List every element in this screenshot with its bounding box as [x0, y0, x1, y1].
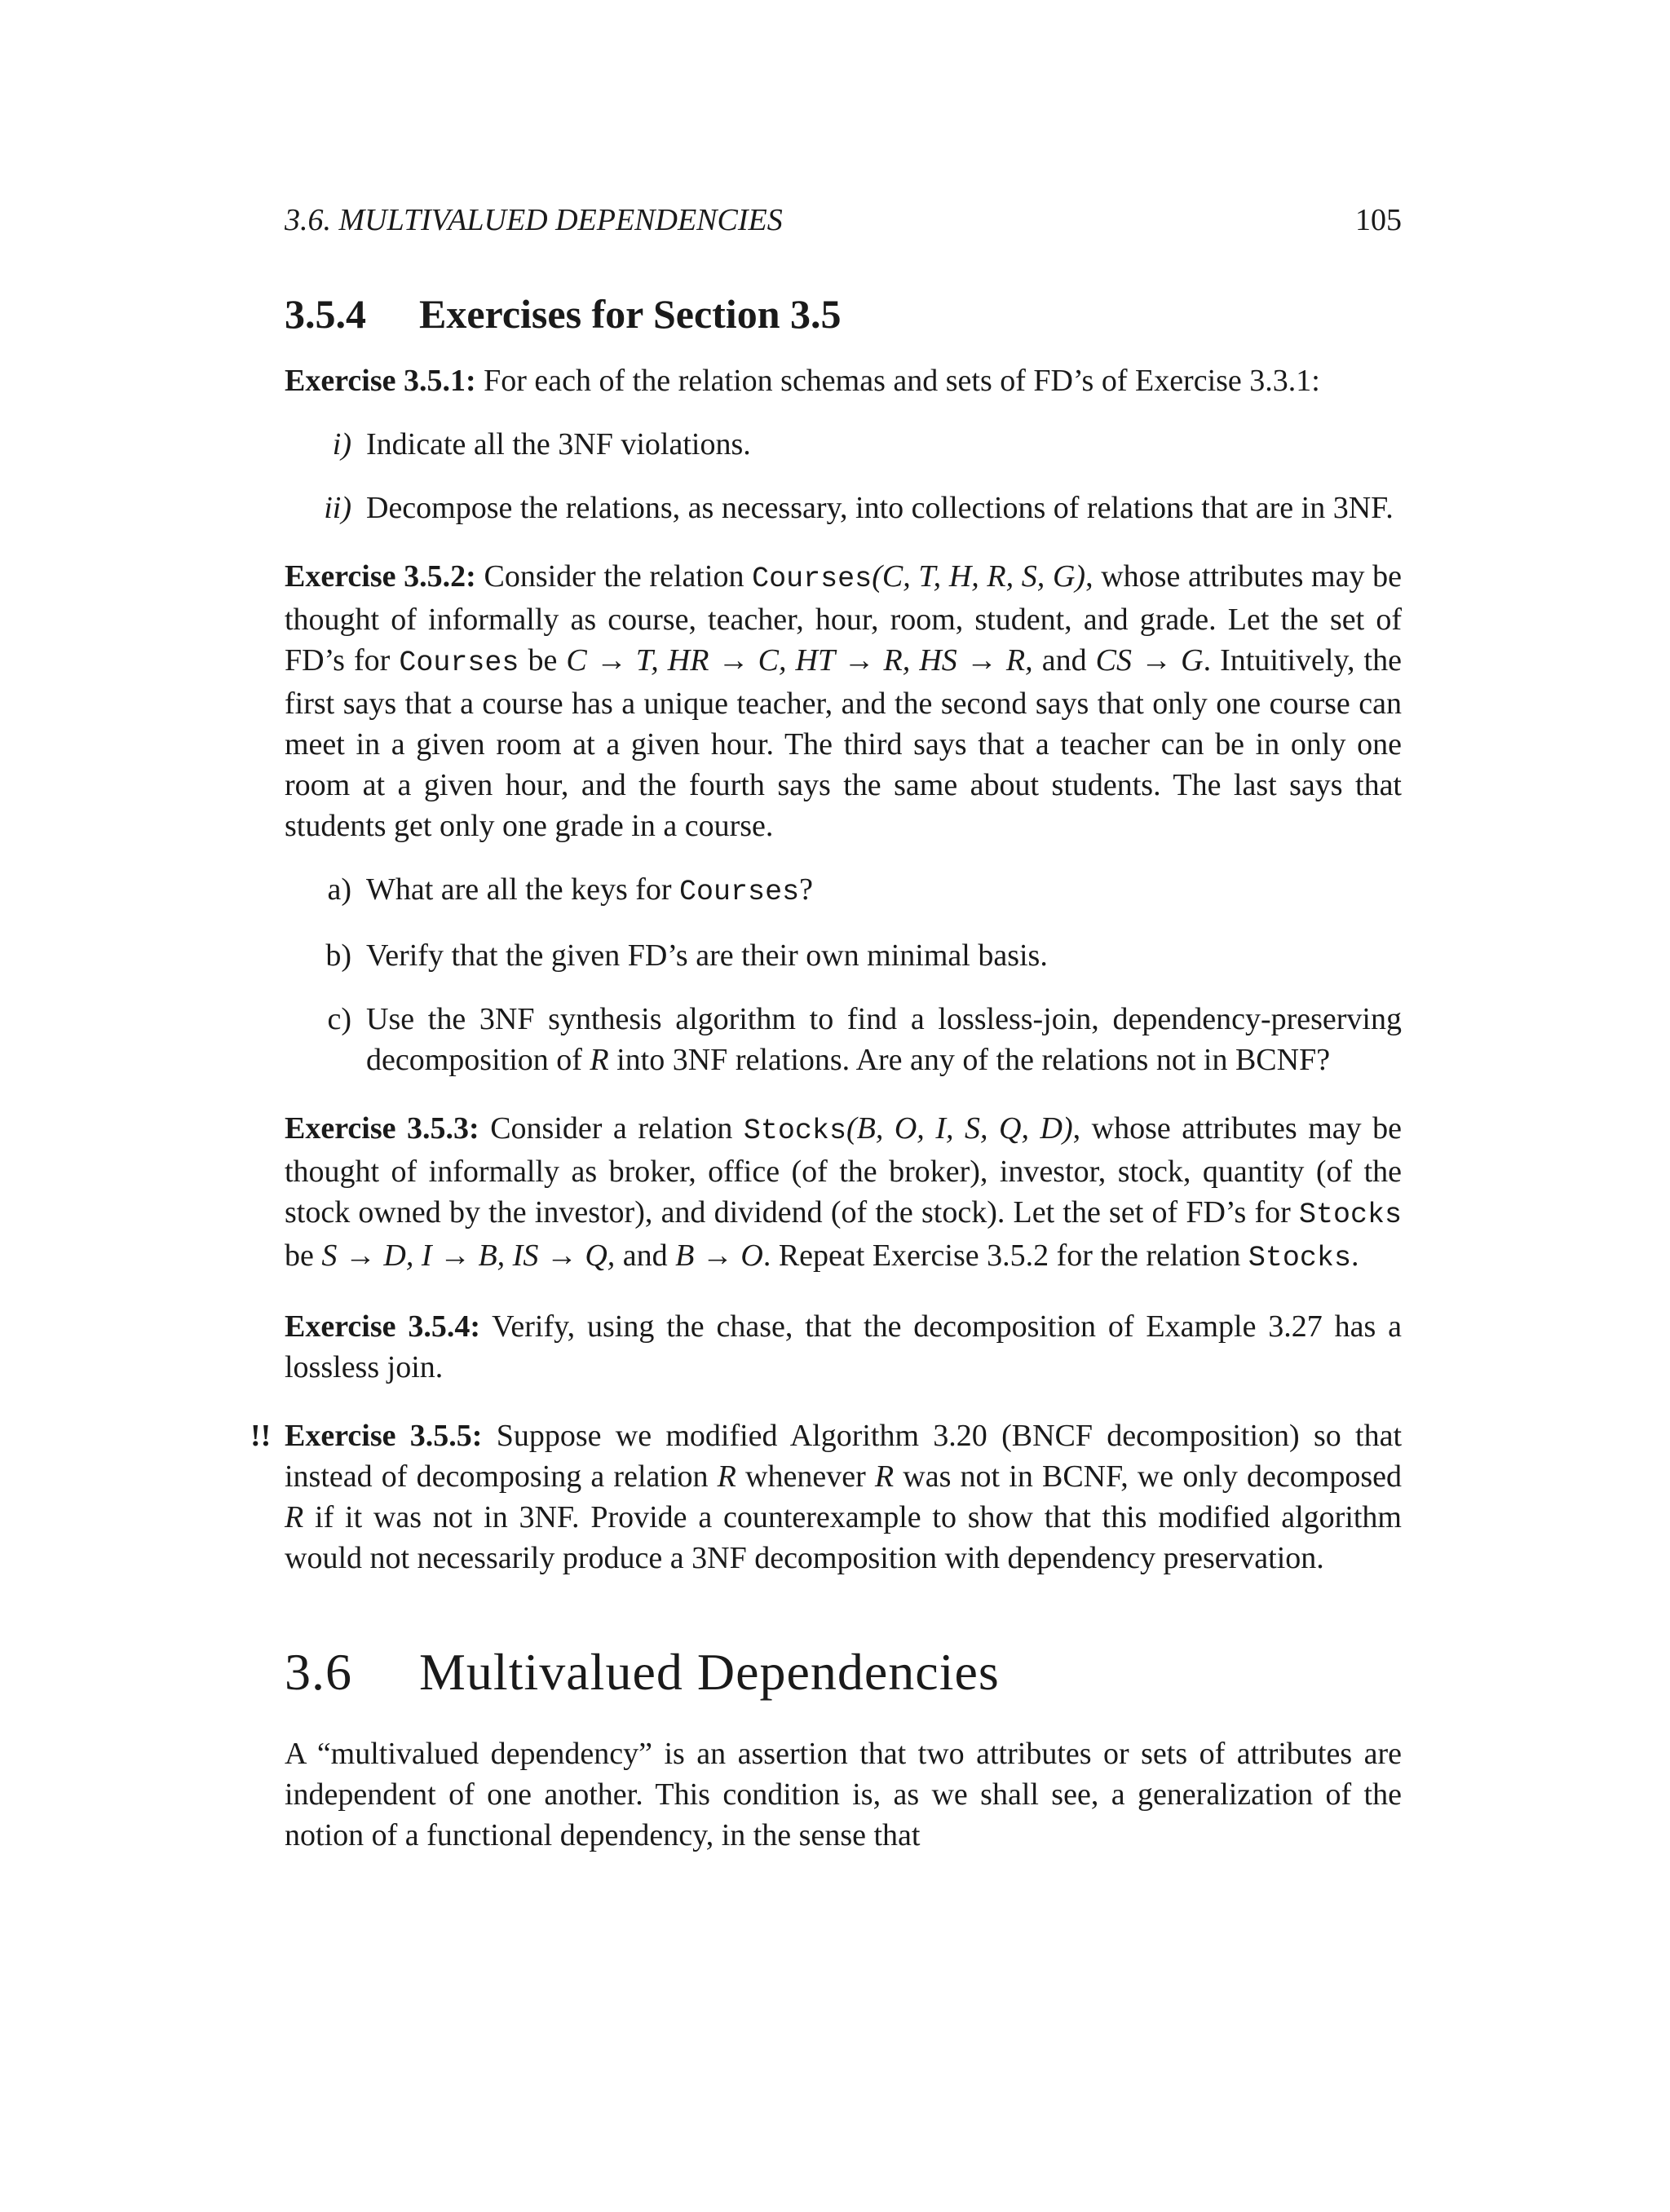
exercise-3-5-2: [285, 556, 1402, 1080]
subsection-number: 3.5.4: [285, 291, 366, 337]
exercise-text: Exercise 3.5.1: For each of the relation schemas and sets of FD’s of Exercise 3.3.1:: [285, 364, 1320, 398]
list-item: a) What are all the keys for Courses?: [327, 872, 813, 908]
section-number: 3.6: [285, 1643, 352, 1701]
exercise-text: !! Exercise 3.5.5: Suppose we modified Algorithm 3.20 (BNCF decomposition) so that instead of decomposing a relation R whenever R was not in BCNF, we only decomposed R if it was not in 3NF. Provide a counterexample to show that this modified algorithm would not necessarily produce a 3NF decomposition with dependency preservation.: [285, 1415, 1402, 1578]
list-item: b) Verify that the given FD’s are their own minimal basis.: [325, 938, 1048, 973]
exercise-3-5-1: [285, 360, 1402, 528]
list-item: ii) Decompose the relations, as necessary, into collections of relations that are in 3NF.: [324, 491, 1394, 525]
exercise-items: [285, 424, 1402, 528]
exercise-text: Exercise 3.5.4: Verify, using the chase, that the decomposition of Example 3.27 has a lossless join.: [285, 1309, 1403, 1384]
exercise-items: [285, 869, 1402, 1080]
list-item: c) Use the 3NF synthesis algorithm to find a lossless-join, dependency-preserving decomposition of R into 3NF relations. Are any of the relations not in BCNF?: [327, 1002, 1402, 1077]
exercise-text: Exercise 3.5.2: Consider the relation Courses(C, T, H, R, S, G), whose attributes may be thought of informally as course, teacher, hour, room, student, and grade. Let the set of FD’s for Courses be C → T, HR → C, HT → R, HS → R, and CS → G. Intuitively, the first says that a course has a unique teacher, and the second says that only one course can meet in a given room at a given hour. The third says that a teacher can be in only one room at a given hour, and the fourth says the same about students. The last says that students get only one grade in a course.: [285, 559, 1403, 843]
exercise-label: Exercise 3.5.2:: [285, 559, 476, 594]
subsection-title: Exercises for Section 3.5: [419, 291, 842, 337]
page-number: 105: [1355, 203, 1402, 237]
section-title: Multivalued Dependencies: [419, 1643, 1000, 1701]
running-head: [285, 202, 1402, 251]
intro-paragraph: A “multivalued dependency” is an assertion that two attributes or sets of attributes are independent of one another. This condition is, as we shall see, a generalization of the notion of a functional dependency, in the sense that: [285, 1737, 1402, 1852]
exercise-label: Exercise 3.5.1:: [285, 364, 476, 398]
exercise-text: Exercise 3.5.3: Consider a relation Stocks(B, O, I, S, Q, D), whose attributes may be thought of informally as broker, office (of the broker), investor, stock, quantity (of the stock owned by the investor), and dividend (of the stock). Let the set of FD’s for Stocks be S → D, I → B, IS → Q, and B → O. Repeat Exercise 3.5.2 for the relation Stocks.: [285, 1111, 1403, 1274]
exercise-3-5-3: [285, 1108, 1402, 1278]
relation-name: Stocks: [743, 1115, 846, 1147]
exercise-3-5-5: [250, 1415, 1403, 1578]
section-heading: [285, 1642, 1402, 1702]
list-item: i) Indicate all the 3NF violations.: [332, 427, 751, 461]
page: [250, 202, 1403, 1856]
running-head-title: 3.6. MULTIVALUED DEPENDENCIES: [285, 203, 783, 237]
exercise-label: Exercise 3.5.4:: [285, 1309, 480, 1344]
relation-name: Courses: [752, 563, 873, 595]
exercise-label: Exercise 3.5.3:: [285, 1111, 479, 1146]
exercise-3-5-4: [285, 1306, 1402, 1388]
subsection-heading: [285, 290, 1402, 338]
difficulty-marker: !!: [250, 1419, 272, 1453]
exercise-label: Exercise 3.5.5:: [285, 1419, 483, 1453]
